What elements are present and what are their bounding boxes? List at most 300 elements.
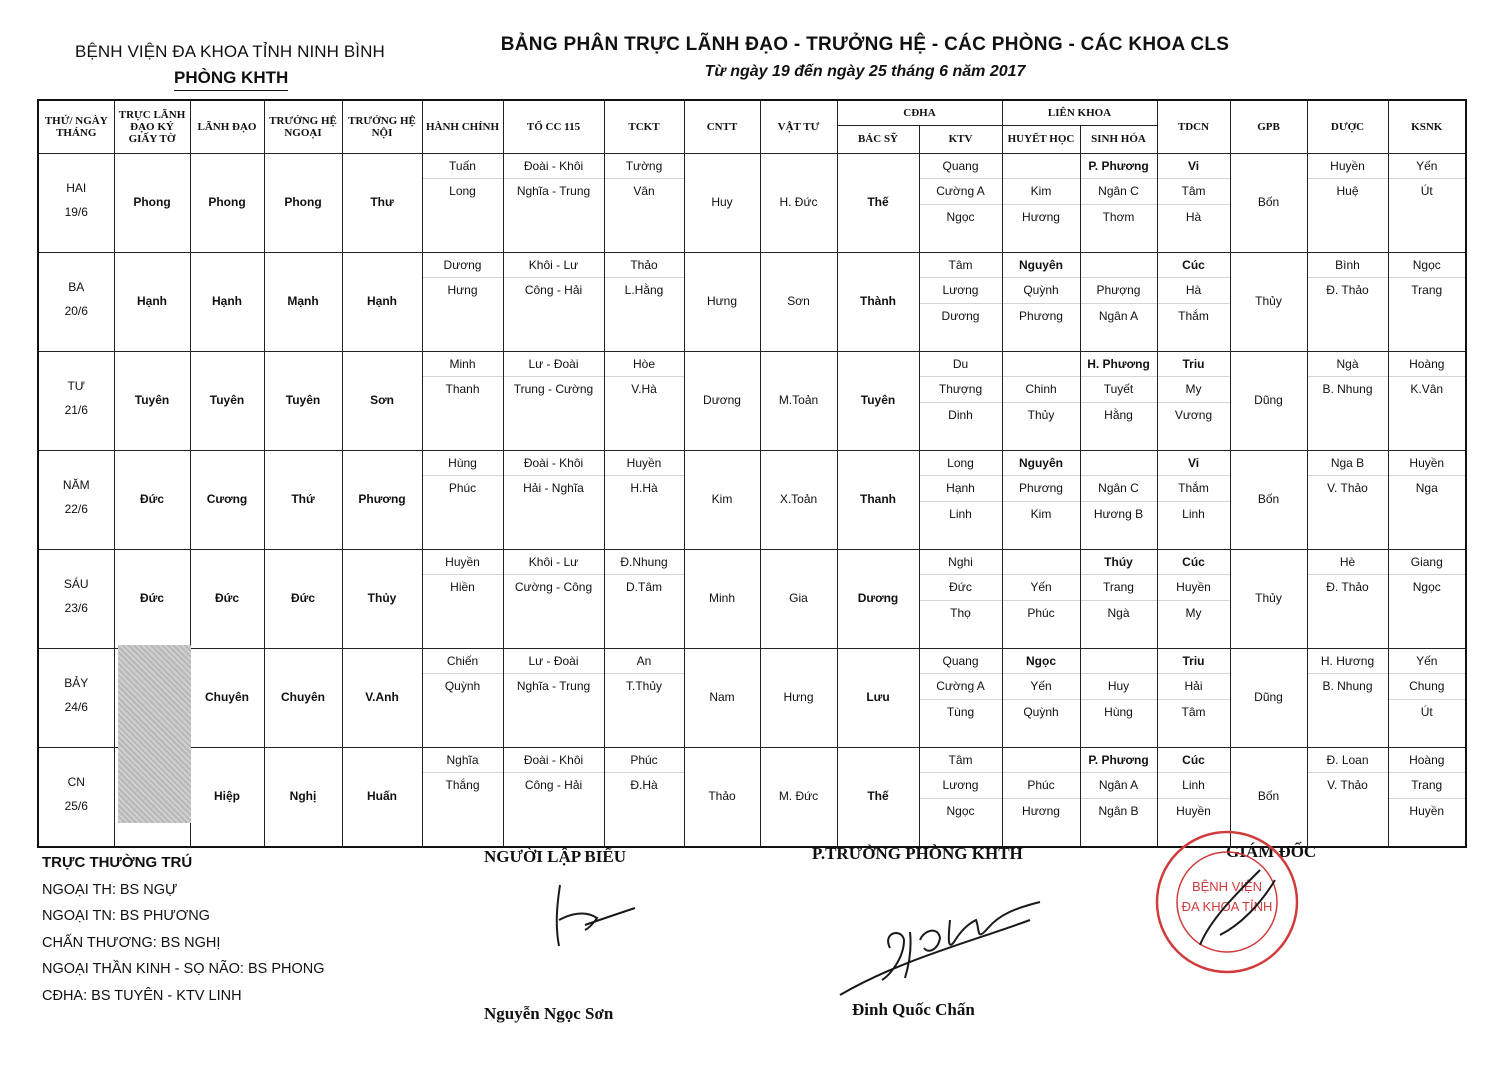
cell-sinh-hoa-entry [1081, 253, 1157, 279]
col-truong-he-ngoai: TRƯỞNG HỆ NGOẠI [264, 100, 342, 153]
day-date: 19/6 [64, 204, 88, 219]
cell-truong-he-ngoai: Mạnh [264, 252, 342, 351]
cell-ktv-entry: Thượng [920, 377, 1002, 403]
cell-duoc-entry: V. Thảo [1327, 481, 1368, 495]
cell-sinh-hoa-entry: Ngân C [1081, 476, 1157, 502]
preparer-name: Nguyễn Ngọc Sơn [484, 1004, 614, 1023]
cell-to-cc-entry: Lư - Đoài [504, 352, 604, 378]
cell-ksnk-entry: Yến [1389, 649, 1466, 675]
day-date: 22/6 [64, 501, 88, 516]
cell-truong-he-ngoai: Đức [264, 549, 342, 648]
cell-tckt [604, 747, 684, 847]
cell-tdcn-entry: Vương [1174, 407, 1213, 422]
col-sinh-hoa: SINH HÓA [1080, 125, 1157, 153]
document-title: BẢNG PHÂN TRỰC LÃNH ĐẠO - TRƯỞNG HỆ - CÁC PHÒNG - CÁC KHOA CLS [500, 34, 1230, 55]
cell-tckt-entry: Huyền [605, 451, 684, 477]
cell-tdcn-entry: Thắm [1158, 476, 1230, 502]
cell-to-cc-entry: Khôi - Lư [504, 550, 604, 576]
cell-ktv-entry: Quang [920, 649, 1002, 675]
cell-sinh-hoa [1080, 549, 1157, 648]
cell-ksnk-entry: K.Vân [1410, 382, 1444, 396]
cell-sinh-hoa-entry: Thúy [1081, 550, 1157, 576]
cell-ksnk-entry: Chung [1389, 674, 1466, 700]
cell-tdcn-entry: Huyền [1158, 575, 1230, 601]
cell-tdcn [1157, 153, 1230, 252]
cell-duoc-entry: Huyền [1308, 154, 1388, 180]
cell-hanh-chinh [422, 351, 503, 450]
cell-tdcn-entry: Cúc [1158, 550, 1230, 576]
cell-hanh-chinh-entry: Phúc [448, 481, 477, 495]
cell-ktv-entry: Lương [920, 773, 1002, 799]
cell-lanh-dao: Chuyên [190, 648, 264, 747]
cell-tdcn [1157, 252, 1230, 351]
cell-ktv-entry: Long [920, 451, 1002, 477]
col-cntt: CNTT [684, 100, 760, 153]
cell-tdcn-entry: Huyền [1176, 803, 1211, 818]
day-name: NĂM [62, 477, 90, 492]
cell-tdcn-entry: Cúc [1158, 748, 1230, 774]
cell-huyet-hoc [1002, 450, 1080, 549]
cell-ksnk-entry: Ngọc [1412, 580, 1441, 594]
cell-ktv-entry: Cường A [920, 179, 1002, 205]
cell-ktv-entry: Lương [920, 278, 1002, 304]
cell-ksnk-entry: Nga [1415, 481, 1438, 495]
cell-tckt-entry: D.Tâm [626, 580, 662, 594]
cell-ksnk-entry: Giang [1389, 550, 1466, 576]
cell-sinh-hoa [1080, 351, 1157, 450]
cell-huyet-hoc-entry: Yến [1003, 674, 1080, 700]
cell-bac-sy: Thế [837, 153, 919, 252]
cell-tckt-entry: Vân [633, 184, 655, 198]
cell-gpb: Bốn [1230, 153, 1307, 252]
cell-truong-he-noi: Phương [342, 450, 422, 549]
day-date: 25/6 [64, 798, 88, 813]
day-cell [38, 351, 114, 450]
cell-sinh-hoa-entry [1081, 649, 1157, 675]
cell-tdcn-entry: Triu [1158, 649, 1230, 675]
cell-bac-sy: Thanh [837, 450, 919, 549]
redacted-area [118, 645, 191, 823]
day-name: BẢY [64, 675, 89, 690]
cell-sinh-hoa-entry: Ngà [1107, 605, 1130, 620]
cell-cntt: Hưng [684, 252, 760, 351]
cell-hanh-chinh-entry: Quỳnh [444, 679, 481, 693]
cell-ksnk-entry: Út [1420, 184, 1433, 198]
cell-ksnk [1388, 549, 1466, 648]
col-gpb: GPB [1230, 100, 1307, 153]
col-bac-sy: BÁC SỸ [837, 125, 919, 153]
day-cell [38, 252, 114, 351]
cell-ktv [919, 648, 1002, 747]
cell-ksnk-entry: Trang [1389, 773, 1466, 799]
cell-hanh-chinh-entry: Hưng [447, 283, 478, 297]
cell-ksnk [1388, 252, 1466, 351]
day-date: 20/6 [64, 303, 88, 318]
cell-tdcn [1157, 648, 1230, 747]
cell-duoc-entry: B. Nhung [1322, 382, 1373, 396]
cell-sinh-hoa [1080, 450, 1157, 549]
cell-gpb: Bốn [1230, 747, 1307, 847]
day-name: HAI [66, 180, 87, 195]
cell-cntt: Dương [684, 351, 760, 450]
cell-duoc-entry: Đ. Loan [1308, 748, 1388, 774]
cell-tdcn-entry: My [1185, 605, 1202, 620]
cell-duoc [1307, 747, 1388, 847]
cell-huyet-hoc-entry: Yến [1003, 575, 1080, 601]
day-date: 23/6 [64, 600, 88, 615]
cell-sinh-hoa-entry: Phượng [1081, 278, 1157, 304]
col-ktv: KTV [919, 125, 1002, 153]
svg-text:ĐA KHOA TỈNH: ĐA KHOA TỈNH [1181, 899, 1273, 914]
col-truong-he-noi: TRƯỞNG HỆ NỘI [342, 100, 422, 153]
cell-lanh-dao: Đức [190, 549, 264, 648]
day-name: BA [68, 279, 85, 294]
cell-sinh-hoa-entry: Ngân B [1098, 803, 1139, 818]
cell-huyet-hoc-entry: Phương [1019, 308, 1063, 323]
cell-ktv-entry: Nghi [920, 550, 1002, 576]
cell-hanh-chinh-entry: Dương [423, 253, 503, 279]
cell-huyet-hoc [1002, 351, 1080, 450]
deputy-signature [820, 880, 1070, 1000]
cell-to-cc-entry: Công - Hải [524, 778, 583, 792]
cell-to-cc-entry: Đoài - Khôi [504, 154, 604, 180]
cell-duoc-entry: Bình [1308, 253, 1388, 279]
cell-cntt: Thảo [684, 747, 760, 847]
cell-truong-he-noi: Huấn [342, 747, 422, 847]
cell-ksnk-entry: Trang [1411, 283, 1443, 297]
cell-hanh-chinh [422, 252, 503, 351]
cell-huyet-hoc [1002, 153, 1080, 252]
cell-to-cc-entry: Đoài - Khôi [504, 748, 604, 774]
cell-sinh-hoa-entry: P. Phương [1081, 154, 1157, 180]
day-name: TƯ [67, 378, 86, 393]
cell-sinh-hoa-entry: Hằng [1104, 407, 1133, 422]
cell-sinh-hoa [1080, 747, 1157, 847]
cell-duoc [1307, 648, 1388, 747]
cell-lanh-dao: Tuyên [190, 351, 264, 450]
resident-duty-title: TRỰC THƯỜNG TRÚ [42, 854, 193, 871]
cell-hanh-chinh [422, 648, 503, 747]
cell-ktv-entry: Dương [941, 308, 980, 323]
cell-tckt-entry: Thảo [605, 253, 684, 279]
cell-to-cc-entry: Nghĩa - Trung [516, 184, 591, 198]
cell-sinh-hoa-entry: P. Phương [1081, 748, 1157, 774]
cell-hanh-chinh-entry: Hùng [423, 451, 503, 477]
cell-tdcn-entry: Hải [1158, 674, 1230, 700]
cell-to-cc [503, 252, 604, 351]
cell-huyet-hoc-entry: Nguyên [1003, 253, 1080, 279]
cell-huyet-hoc-entry: Chinh [1003, 377, 1080, 403]
cell-duoc-entry: B. Nhung [1322, 679, 1373, 693]
resident-line: CĐHA: BS TUYÊN - KTV LINH [42, 987, 242, 1004]
document-subtitle: Từ ngày 19 đến ngày 25 tháng 6 năm 2017 [704, 63, 1026, 80]
cell-ktv-entry: Ngọc [946, 209, 975, 224]
cell-to-cc-entry: Hải - Nghĩa [523, 481, 584, 495]
cell-tckt-entry: V.Hà [631, 382, 657, 396]
cell-to-cc-entry: Cường - Công [514, 580, 593, 594]
cell-tdcn-entry: Linh [1182, 506, 1205, 521]
cell-huyet-hoc-entry: Phúc [1027, 605, 1055, 620]
cell-hanh-chinh [422, 450, 503, 549]
cell-truong-he-ngoai: Nghị [264, 747, 342, 847]
cell-huyet-hoc [1002, 549, 1080, 648]
cell-bac-sy: Lưu [837, 648, 919, 747]
deputy-title: P.TRƯỞNG PHÒNG KHTH [812, 844, 1023, 863]
day-row [38, 648, 1466, 747]
cell-bac-sy: Thế [837, 747, 919, 847]
cell-tdcn-entry: Tâm [1158, 179, 1230, 205]
cell-duoc-entry: Đ. Thảo [1326, 580, 1369, 594]
cell-ktv [919, 549, 1002, 648]
cell-tdcn-entry: Linh [1158, 773, 1230, 799]
cell-duoc-entry: H. Hương [1308, 649, 1388, 675]
cell-ksnk [1388, 153, 1466, 252]
cell-truc-lanh-dao: Đức [114, 450, 190, 549]
cell-huyet-hoc-entry: Kim [1003, 179, 1080, 205]
cell-ksnk-entry: Hoàng [1389, 748, 1466, 774]
col-tckt: TCKT [604, 100, 684, 153]
cell-to-cc [503, 747, 604, 847]
cell-ksnk-entry: Huyền [1409, 803, 1445, 818]
cell-to-cc [503, 648, 604, 747]
cell-truong-he-ngoai: Tuyên [264, 351, 342, 450]
cell-tckt-entry: L.Hằng [624, 283, 664, 297]
cell-tdcn-entry: Hà [1158, 278, 1230, 304]
cell-to-cc [503, 450, 604, 549]
cell-bac-sy: Dương [837, 549, 919, 648]
cell-tckt [604, 351, 684, 450]
cell-vat-tu: Sơn [760, 252, 837, 351]
cell-tckt-entry: Tường [605, 154, 684, 180]
cell-gpb: Thủy [1230, 549, 1307, 648]
cell-truong-he-ngoai: Thứ [264, 450, 342, 549]
cell-ksnk-entry: Hoàng [1389, 352, 1466, 378]
cell-hanh-chinh-entry: Thanh [445, 382, 480, 396]
cell-truong-he-ngoai: Chuyên [264, 648, 342, 747]
cell-tckt-entry: H.Hà [630, 481, 658, 495]
cell-tdcn-entry: Cúc [1158, 253, 1230, 279]
cell-truong-he-noi: V.Anh [342, 648, 422, 747]
cell-vat-tu: M. Đức [760, 747, 837, 847]
day-date: 24/6 [64, 699, 88, 714]
col-hanh-chinh: HÀNH CHÍNH [422, 100, 503, 153]
cell-cntt: Nam [684, 648, 760, 747]
col-ksnk: KSNK [1388, 100, 1466, 153]
cell-sinh-hoa-entry: Hùng [1104, 704, 1133, 719]
day-row [38, 252, 1466, 351]
cell-hanh-chinh [422, 153, 503, 252]
day-row [38, 549, 1466, 648]
cell-huyet-hoc-entry [1003, 748, 1080, 774]
cell-sinh-hoa [1080, 252, 1157, 351]
cell-to-cc [503, 549, 604, 648]
cell-duoc-entry: Huệ [1336, 184, 1359, 198]
col-huyet-hoc: HUYẾT HỌC [1002, 125, 1080, 153]
cell-ktv-entry: Tâm [920, 253, 1002, 279]
cell-truong-he-noi: Sơn [342, 351, 422, 450]
cell-hanh-chinh-entry: Tuấn [423, 154, 503, 180]
cell-tckt [604, 450, 684, 549]
cell-sinh-hoa-entry: Huy [1081, 674, 1157, 700]
cell-sinh-hoa-entry: Ngân C [1081, 179, 1157, 205]
cell-huyet-hoc-entry: Hương [1022, 803, 1060, 818]
preparer-signature [545, 880, 645, 955]
day-cell [38, 450, 114, 549]
cell-huyet-hoc-entry: Nguyên [1003, 451, 1080, 477]
day-name: CN [67, 774, 85, 789]
director-title: GIÁM ĐỐC [1226, 842, 1317, 861]
cell-tckt [604, 648, 684, 747]
cell-duoc-entry: V. Thảo [1327, 778, 1368, 792]
cell-ktv-entry: Quang [920, 154, 1002, 180]
cell-to-cc-entry: Trung - Cường [513, 382, 594, 396]
day-name: SÁU [63, 576, 89, 591]
cell-duoc [1307, 153, 1388, 252]
cell-lanh-dao: Cương [190, 450, 264, 549]
col-to-cc: TỔ CC 115 [503, 100, 604, 153]
cell-ktv [919, 252, 1002, 351]
cell-tdcn [1157, 450, 1230, 549]
cell-ktv [919, 450, 1002, 549]
cell-tckt-entry: An [605, 649, 684, 675]
cell-ksnk [1388, 351, 1466, 450]
day-row [38, 351, 1466, 450]
cell-ktv-entry: Ngọc [946, 803, 975, 818]
cell-huyet-hoc-entry [1003, 550, 1080, 576]
svg-text:BỆNH VIỆN: BỆNH VIỆN [1191, 879, 1263, 894]
cell-ksnk-entry: Ngọc [1389, 253, 1466, 279]
cell-tdcn-entry: Vi [1158, 451, 1230, 477]
col-cdha: CĐHA [837, 100, 1002, 125]
cell-hanh-chinh-entry: Chiến [423, 649, 503, 675]
cell-truong-he-noi: Thư [342, 153, 422, 252]
cell-sinh-hoa-entry [1081, 451, 1157, 477]
cell-hanh-chinh-entry: Long [449, 184, 476, 198]
cell-huyet-hoc-entry: Ngọc [1003, 649, 1080, 675]
cell-cntt: Minh [684, 549, 760, 648]
cell-tdcn [1157, 549, 1230, 648]
cell-to-cc-entry: Công - Hải [524, 283, 583, 297]
cell-truc-lanh-dao: Phong [114, 153, 190, 252]
cell-to-cc [503, 153, 604, 252]
cell-gpb: Thủy [1230, 252, 1307, 351]
cell-sinh-hoa-entry: Thơm [1102, 209, 1135, 224]
cell-tdcn-entry: Hà [1185, 209, 1202, 224]
cell-gpb: Dũng [1230, 648, 1307, 747]
cell-sinh-hoa-entry: Hương B [1093, 506, 1144, 521]
cell-truc-lanh-dao: Đức [114, 549, 190, 648]
col-lien-khoa: LIÊN KHOA [1002, 100, 1157, 125]
cell-ktv [919, 351, 1002, 450]
day-cell [38, 549, 114, 648]
cell-sinh-hoa-entry: Trang [1081, 575, 1157, 601]
cell-tdcn-entry: My [1158, 377, 1230, 403]
cell-tckt [604, 549, 684, 648]
cell-ksnk [1388, 450, 1466, 549]
cell-duoc-entry: Đ. Thảo [1326, 283, 1369, 297]
cell-huyet-hoc-entry [1003, 352, 1080, 378]
cell-ksnk-entry: Yến [1389, 154, 1466, 180]
cell-to-cc-entry: Nghĩa - Trung [516, 679, 591, 693]
cell-hanh-chinh-entry: Huyền [423, 550, 503, 576]
col-vat-tu: VẬT TƯ [760, 100, 837, 153]
cell-hanh-chinh [422, 549, 503, 648]
cell-hanh-chinh-entry: Minh [423, 352, 503, 378]
col-lanh-dao: LÃNH ĐẠO [190, 100, 264, 153]
cell-ktv-entry: Tâm [920, 748, 1002, 774]
cell-ktv-entry: Tùng [946, 704, 975, 719]
cell-to-cc-entry: Khôi - Lư [504, 253, 604, 279]
col-duoc: DƯỢC [1307, 100, 1388, 153]
cell-sinh-hoa [1080, 648, 1157, 747]
cell-sinh-hoa [1080, 153, 1157, 252]
col-day: THỨ/ NGÀY THÁNG [38, 100, 114, 153]
day-row [38, 153, 1466, 252]
cell-lanh-dao: Phong [190, 153, 264, 252]
cell-huyet-hoc-entry: Phúc [1003, 773, 1080, 799]
cell-sinh-hoa-entry: Ngân A [1081, 773, 1157, 799]
cell-vat-tu: X.Toản [760, 450, 837, 549]
cell-bac-sy: Tuyên [837, 351, 919, 450]
cell-ktv-entry: Linh [949, 506, 972, 521]
resident-line: CHẤN THƯƠNG: BS NGHỊ [42, 934, 221, 951]
cell-duoc [1307, 549, 1388, 648]
cell-duoc [1307, 351, 1388, 450]
cell-duoc-entry: Ngà [1308, 352, 1388, 378]
cell-duoc-entry: Nga B [1308, 451, 1388, 477]
cell-ktv-entry: Du [920, 352, 1002, 378]
cell-ksnk-entry: Huyền [1389, 451, 1466, 477]
hospital-name: BỆNH VIỆN ĐA KHOA TỈNH NINH BÌNH [75, 42, 385, 61]
cell-tckt-entry: Đ.Nhung [605, 550, 684, 576]
cell-tdcn-entry: Tâm [1181, 704, 1206, 719]
cell-ktv-entry: Thọ [950, 605, 971, 620]
cell-tdcn-entry: Thắm [1178, 308, 1209, 323]
cell-tckt-entry: Đ.Hà [630, 778, 658, 792]
hospital-stamp [1150, 825, 1305, 980]
cell-cntt: Huy [684, 153, 760, 252]
cell-tckt-entry: Hòe [605, 352, 684, 378]
cell-cntt: Kim [684, 450, 760, 549]
cell-duoc [1307, 450, 1388, 549]
department-name: PHÒNG KHTH [174, 68, 288, 91]
cell-huyet-hoc [1002, 648, 1080, 747]
cell-huyet-hoc-entry [1003, 154, 1080, 180]
deputy-name: Đinh Quốc Chấn [852, 1000, 975, 1019]
cell-gpb: Bốn [1230, 450, 1307, 549]
cell-tdcn [1157, 351, 1230, 450]
cell-hanh-chinh-entry: Nghĩa [423, 748, 503, 774]
cell-ktv-entry: Dinh [948, 407, 973, 422]
cell-ksnk [1388, 648, 1466, 747]
preparer-title: NGƯỜI LẬP BIỂU [484, 847, 627, 866]
col-tdcn: TDCN [1157, 100, 1230, 153]
day-cell [38, 648, 114, 747]
cell-tdcn-entry: Triu [1158, 352, 1230, 378]
cell-huyet-hoc [1002, 252, 1080, 351]
cell-sinh-hoa-entry: Ngân A [1098, 308, 1139, 323]
cell-to-cc [503, 351, 604, 450]
cell-huyet-hoc-entry: Hương [1022, 209, 1060, 224]
cell-ktv-entry: Cường A [920, 674, 1002, 700]
cell-huyet-hoc-entry: Quỳnh [1023, 704, 1059, 719]
cell-bac-sy: Thành [837, 252, 919, 351]
cell-ktv-entry: Đức [920, 575, 1002, 601]
cell-lanh-dao: Hiệp [190, 747, 264, 847]
cell-tckt [604, 252, 684, 351]
day-row [38, 450, 1466, 549]
cell-truong-he-noi: Thủy [342, 549, 422, 648]
